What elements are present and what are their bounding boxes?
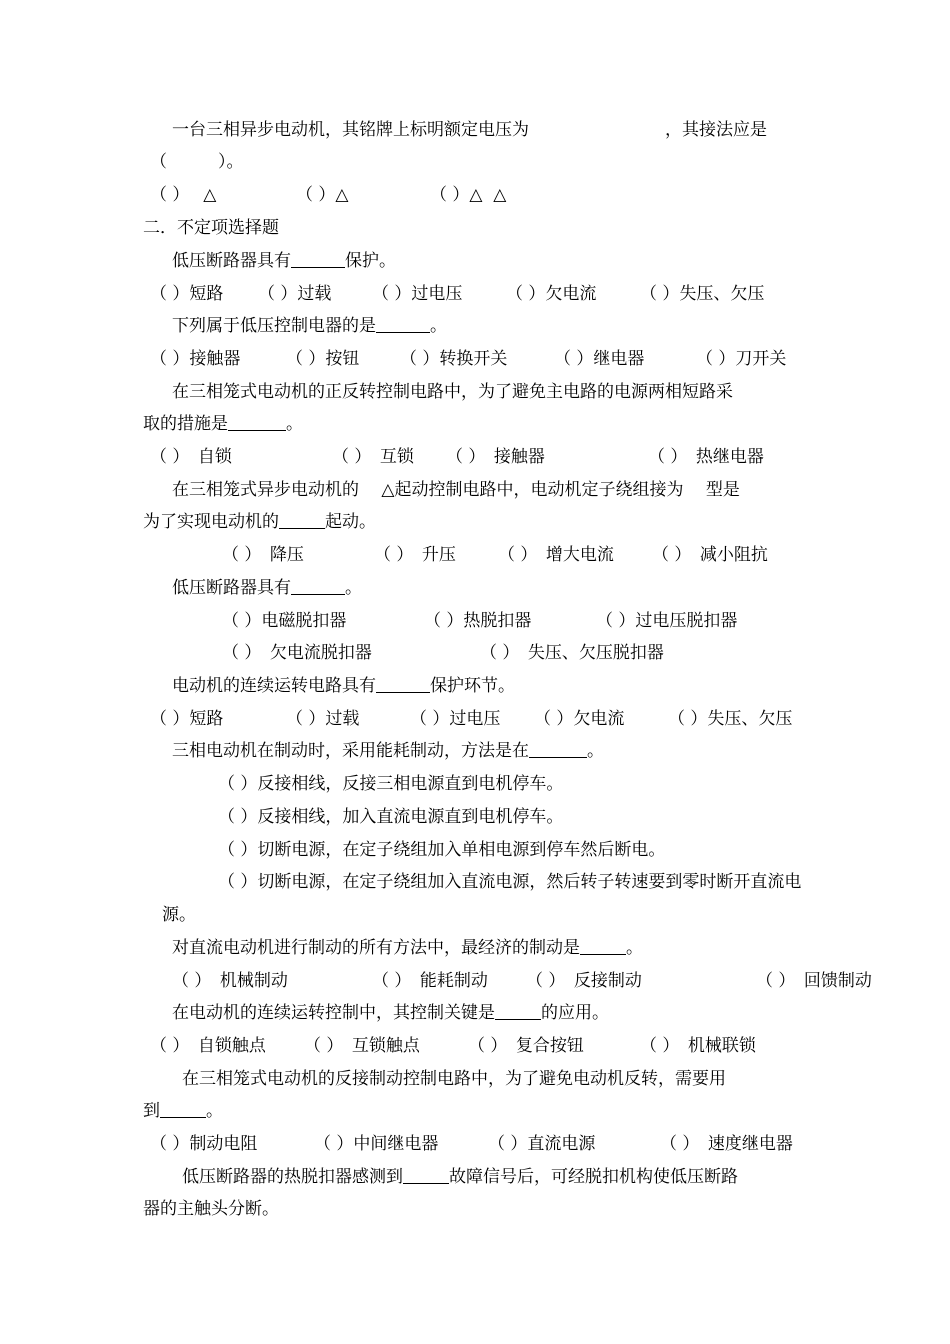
- question-text: 一台三相异步电动机，其铭牌上标明额定电压为: [172, 120, 529, 140]
- question-5: [172, 577, 362, 599]
- option: （ ）切断电源，在定子绕组加入单相电源到停车然后断电。: [218, 840, 666, 860]
- answer-blank: [376, 316, 430, 333]
- option: （ ） 减小阻抗: [652, 545, 768, 565]
- option: （ ） 机械联锁: [640, 1036, 756, 1056]
- option: （ ）短路: [150, 284, 224, 304]
- question-text: 。: [345, 578, 362, 598]
- question-10-line1: 在三相笼式电动机的反接制动控制电路中，为了避免电动机反转，需要用: [182, 1069, 726, 1089]
- option: （ ）△ △: [430, 185, 507, 205]
- option: （ ） 接触器: [446, 447, 545, 467]
- option: （ ） 互锁: [332, 447, 414, 467]
- question-text: ，其接法应是: [665, 120, 767, 140]
- answer-blank: [291, 578, 345, 595]
- question-7: [172, 740, 604, 762]
- option: （ ） 复合按钮: [468, 1036, 584, 1056]
- question-text: 。: [430, 316, 447, 336]
- option: （ ）过载: [286, 709, 360, 729]
- option: （ ） 增大电流: [498, 545, 614, 565]
- option: （ ）短路: [150, 709, 224, 729]
- question-6: [172, 675, 515, 697]
- option: （ ）欠电流: [506, 284, 597, 304]
- answer-blank: [403, 1167, 449, 1184]
- option: （ ） 失压、欠压脱扣器: [480, 643, 664, 663]
- question-text: 起动。: [325, 512, 376, 532]
- option: （ ）转换开关: [400, 349, 508, 369]
- option: （ ） 机械制动: [172, 971, 288, 991]
- option: （ ）接触器: [150, 349, 241, 369]
- answer-blank: [228, 414, 286, 431]
- option: （ ） △: [150, 185, 217, 205]
- question-text: 对直流电动机进行制动的所有方法中，最经济的制动是: [172, 938, 580, 958]
- question-intro-line1-end: [665, 119, 767, 141]
- question-text: 低压断路器具有: [172, 578, 291, 598]
- answer-blank: [495, 1003, 541, 1020]
- option: （ ）过载: [258, 284, 332, 304]
- option: （ ） 速度继电器: [660, 1134, 793, 1154]
- question-intro-line1: [172, 119, 529, 141]
- option: （ ）反接相线，反接三相电源直到电机停车。: [218, 774, 564, 794]
- answer-blank: [529, 741, 587, 758]
- question-text: 到: [143, 1101, 160, 1121]
- option: （ ）中间继电器: [314, 1134, 439, 1154]
- option: （ ）过电压: [410, 709, 501, 729]
- option: （ ） 热继电器: [648, 447, 764, 467]
- option: （ ）过电压脱扣器: [596, 611, 738, 631]
- option: （ ） 升压: [374, 545, 456, 565]
- option: （ ）继电器: [554, 349, 645, 369]
- answer-blank: [279, 512, 325, 529]
- answer-blank: [376, 676, 430, 693]
- question-2: [172, 315, 447, 337]
- option: （ ）欠电流: [534, 709, 625, 729]
- question-text: 三相电动机在制动时，采用能耗制动，方法是在: [172, 741, 529, 761]
- option: （ ）失压、欠压: [640, 284, 765, 304]
- question-text: 取的措施是: [143, 414, 228, 434]
- question-text: 在电动机的连续运转控制中，其控制关键是: [172, 1003, 495, 1023]
- option: （ ） 欠电流脱扣器: [222, 643, 372, 663]
- question-4-line2: [143, 511, 376, 533]
- question-text: 为了实现电动机的: [143, 512, 279, 532]
- question-text: 低压断路器具有: [172, 251, 291, 271]
- question-11-line1: [182, 1166, 738, 1188]
- question-text: 。: [587, 741, 604, 761]
- answer-blank: [580, 938, 626, 955]
- option: （ ）失压、欠压: [668, 709, 793, 729]
- question-text: 。: [206, 1101, 223, 1121]
- option: （ ）△: [296, 185, 349, 205]
- option: （ ）反接相线，加入直流电源直到电机停车。: [218, 807, 564, 827]
- question-text: 故障信号后，可经脱扣机构使低压断路: [449, 1167, 738, 1187]
- option: （ ）电磁脱扣器: [222, 611, 347, 631]
- option: （ ）刀开关: [696, 349, 787, 369]
- answer-blank: [291, 251, 345, 268]
- option: （ ）制动电阻: [150, 1134, 258, 1154]
- option-continuation: 源。: [162, 905, 196, 925]
- option: （ ） 能耗制动: [372, 971, 488, 991]
- question-8: [172, 937, 643, 959]
- question-text: 保护。: [345, 251, 396, 271]
- question-text: 电动机的连续运转电路具有: [172, 676, 376, 696]
- question-1: [172, 250, 396, 272]
- option: （ ） 自锁: [150, 447, 232, 467]
- question-text: 下列属于低压控制电器的是: [172, 316, 376, 336]
- question-text: 。: [626, 938, 643, 958]
- option: （ ） 自锁触点: [150, 1036, 266, 1056]
- option: （ ） 互锁触点: [304, 1036, 420, 1056]
- option: （ ） 反接制动: [526, 971, 642, 991]
- question-3-line1: 在三相笼式电动机的正反转控制电路中，为了避免主电路的电源两相短路采: [172, 382, 733, 402]
- question-intro-line2: （ ）。: [150, 152, 244, 172]
- question-3-line2: [143, 413, 303, 435]
- option: （ ） 回馈制动: [756, 971, 872, 991]
- question-text: 的应用。: [541, 1003, 609, 1023]
- question-10-line2: [143, 1100, 223, 1122]
- question-text: 低压断路器的热脱扣器感测到: [182, 1167, 403, 1187]
- option: （ ）热脱扣器: [424, 611, 532, 631]
- question-text: 。: [286, 414, 303, 434]
- option: （ ）切断电源，在定子绕组加入直流电源，然后转子转速要到零时断开直流电: [218, 872, 802, 892]
- question-11-line2: 器的主触头分断。: [143, 1199, 279, 1219]
- option: （ ） 降压: [222, 545, 304, 565]
- option: （ ）直流电源: [488, 1134, 596, 1154]
- question-4-line1: 在三相笼式异步电动机的 △起动控制电路中，电动机定子绕组接为 型是: [172, 480, 740, 500]
- section-title: 二．不定项选择题: [143, 218, 279, 238]
- question-9: [172, 1002, 609, 1024]
- answer-blank: [160, 1101, 206, 1118]
- option: （ ）按钮: [286, 349, 360, 369]
- question-text: 保护环节。: [430, 676, 515, 696]
- option: （ ）过电压: [372, 284, 463, 304]
